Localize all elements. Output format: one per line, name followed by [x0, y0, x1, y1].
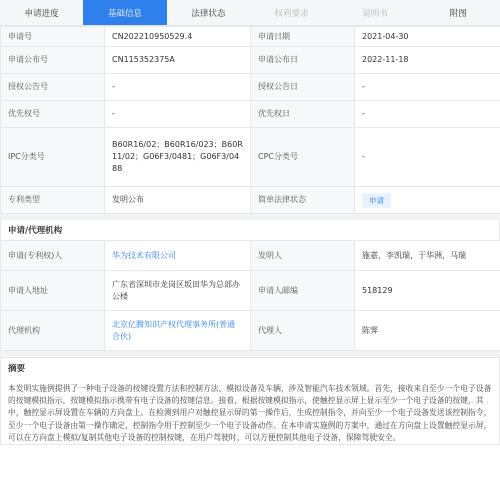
applicant-link[interactable]: 华为技术有限公司	[112, 250, 176, 260]
agency-section-title: 申请/代理机构	[0, 220, 500, 240]
tab-description: 说明书	[362, 8, 388, 19]
application-date-value: 2021-04-30	[355, 27, 500, 47]
grant-number-label: 授权公告号	[1, 74, 105, 101]
application-date-label: 申请日期	[251, 27, 355, 47]
publication-date-label: 申请公布日	[251, 47, 355, 74]
publication-date-value: 2022-11-18	[355, 47, 500, 74]
priority-number-label: 优先权号	[1, 101, 105, 128]
applicant-address-value: 广东省深圳市龙岗区坂田华为总部办公楼	[105, 271, 251, 311]
application-number-value: CN202210950529.4	[105, 27, 251, 47]
priority-number-value: -	[105, 101, 251, 128]
agent-label: 代理人	[251, 311, 355, 351]
agency-label: 代理机构	[1, 311, 105, 351]
tab-drawings[interactable]: 附图	[449, 8, 467, 19]
ipc-value: B60R16/02；B60R16/023；B60R11/02；G06F3/0481；G06F3/0488	[105, 128, 251, 187]
tab-legal-status[interactable]: 法律状态	[191, 8, 226, 19]
applicant-postcode-value: 518129	[355, 271, 500, 311]
ipc-label: IPC分类号	[1, 128, 105, 187]
publication-number-value: CN115352375A	[105, 47, 251, 74]
tab-claims: 权利要求	[274, 8, 309, 19]
grant-number-value: -	[105, 74, 251, 101]
grant-date-value: -	[355, 74, 500, 101]
application-number-label: 申请号	[1, 27, 105, 47]
patent-type-value: 发明公布	[105, 187, 251, 214]
abstract-section	[0, 357, 500, 445]
legal-status-label: 简单法律状态	[251, 187, 355, 214]
agent-value: 陈霁	[355, 311, 500, 351]
cpc-label: CPC分类号	[251, 128, 355, 187]
agency-link[interactable]: 北京亿腾知识产权代理事务所(普通合伙)	[112, 319, 236, 341]
inventor-value: 施嘉，李凯瑞，于华洲，马瑞	[355, 241, 500, 271]
grant-date-label: 授权公告日	[251, 74, 355, 101]
publication-number-label: 申请公布号	[1, 47, 105, 74]
basic-info-table	[0, 26, 500, 214]
abstract-text: 本发明实施例提供了一种电子设备的按键设置方法和控制方法、模拟设备及车辆，涉及智能汽车技术领域。首先，接收来自至少一个电子设备的按键模拟指示，按键模拟指示携带有电子设备的按键信息。接着，根据按键模拟指示，使触控显示屏上显示至少一个电子设备的按键，其中，触控显示屏设置在车辆的方向盘上。在检测到用户对触控显示屏的第一操作后，生成控制指令，并向至少一个电子设备发送该控制指令，至少一个电子设备由第一操作确定，控制指令用于控制至少一个电子设备动作。在本申请实施例的方案中，通过在方向盘上设置触控显示屏，可以在方向盘上模拟/复制其他电子设备的控制按键，在用户驾驶时，可以方便控制其他电子设备，保障驾驶安全。	[8, 384, 492, 442]
agency-table	[0, 240, 500, 351]
patent-type-label: 专利类型	[1, 187, 105, 214]
tab-application-progress[interactable]: 申请进度	[24, 8, 59, 19]
tab-bar	[0, 0, 500, 26]
applicant-address-label: 申请人地址	[1, 271, 105, 311]
cpc-value: -	[355, 128, 500, 187]
applicant-label: 申请(专利权)人	[1, 241, 105, 271]
legal-status-badge: 申请	[362, 193, 391, 208]
inventor-label: 发明人	[251, 241, 355, 271]
tab-basic-info[interactable]: 基础信息	[83, 0, 166, 25]
priority-date-value: -	[355, 101, 500, 128]
abstract-title: 摘要	[8, 364, 26, 374]
priority-date-label: 优先权日	[251, 101, 355, 128]
applicant-postcode-label: 申请人邮编	[251, 271, 355, 311]
